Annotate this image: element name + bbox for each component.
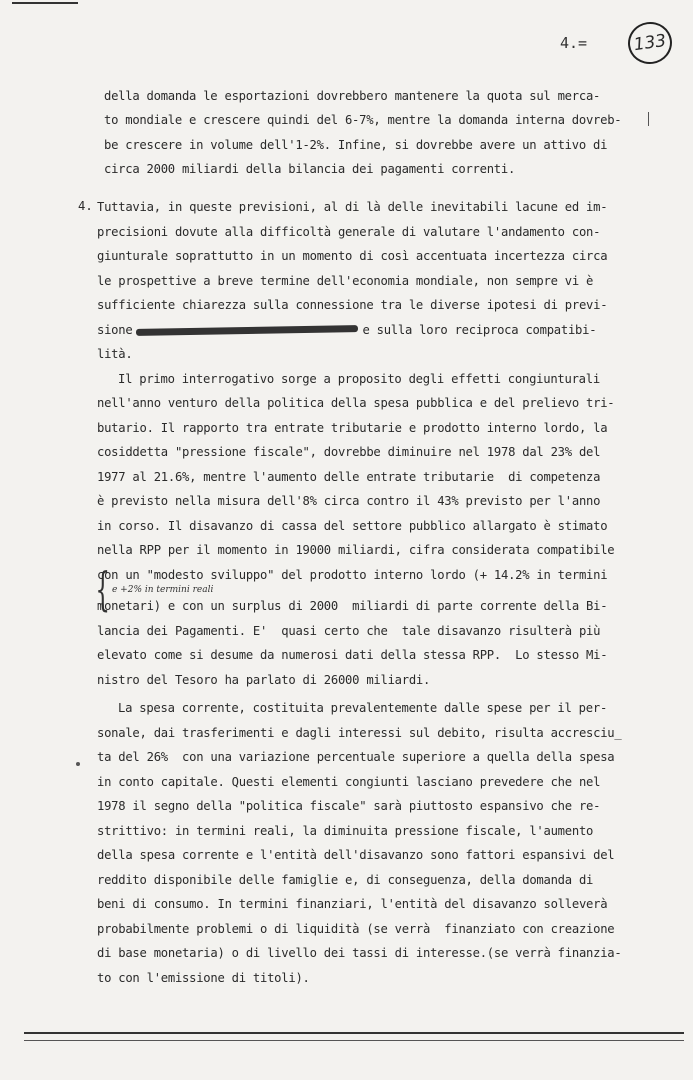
text-line: 1977 al 21.6%, mentre l'aumento delle entrate tributarie di competenza (97, 470, 601, 484)
text-line: nell'anno venturo della politica della spesa pubblica e del prelievo tri- (97, 396, 615, 410)
text-line: di base monetaria) o di livello dei tassi di interesse.(se verrà finanzia- (97, 946, 622, 960)
text-line: lità. (97, 347, 133, 361)
handwritten-note: e +2% in termini reali (112, 585, 214, 595)
strikethrough (136, 325, 358, 336)
text-line: strittivo: in termini reali, la diminuita pressione fiscale, l'aumento (97, 824, 594, 838)
bottom-rule (24, 1032, 684, 1034)
text-line: precisioni dovute alla difficoltà generale di valutare l'andamento con- (97, 225, 601, 239)
text-line: cosiddetta "pressione fiscale", dovrebbe diminuire nel 1978 dal 23% del (97, 445, 601, 459)
text-line: sonale, dai trasferimenti e dagli interessi sul debito, risulta accresciu_ (97, 726, 622, 740)
text-line: La spesa corrente, costituita prevalentemente dalle spese per il per- (118, 701, 608, 715)
text-line: 1978 il segno della "politica fiscale" sarà piuttosto espansivo che re- (97, 799, 601, 813)
text-line: nella RPP per il momento in 19000 miliardi, cifra considerata compatibile (97, 543, 615, 557)
section-number: 4. (78, 199, 93, 213)
text-line: giunturale soprattutto in un momento di così accentuata incertezza circa (97, 249, 608, 263)
text-line: è previsto nella misura dell'8% circa contro il 43% previsto per l'anno (97, 494, 601, 508)
text-line: le prospettive a breve termine dell'economia mondiale, non sempre vi è (97, 274, 594, 288)
bottom-rule-thin (24, 1040, 684, 1041)
archive-stamp: 133 (625, 19, 674, 67)
text-line: reddito disponibile delle famiglie e, di conseguenza, della domanda di (97, 873, 594, 887)
margin-mark (648, 112, 649, 126)
text-line: nistro del Tesoro ha parlato di 26000 miliardi. (97, 673, 431, 687)
text-line: probabilmente problemi o di liquidità (se verrà finanziato con creazione (97, 922, 615, 936)
text-line: della spesa corrente e l'entità dell'disavanzo sono fattori espansivi del (97, 848, 615, 862)
text-line: to mondiale e crescere quindi del 6-7%, mentre la domanda interna dovreb- (104, 113, 622, 127)
text-line (97, 322, 596, 338)
text-line: sufficiente chiarezza sulla connessione tra le diverse ipotesi di previ- (97, 298, 608, 312)
text-line: to con l'emissione di titoli). (97, 971, 310, 985)
margin-brace: { (95, 562, 110, 616)
text-line: monetari) e con un surplus di 2000 miliardi di parte corrente della Bi- (97, 599, 608, 613)
top-rule (12, 2, 78, 4)
text-line: con un "modesto sviluppo" del prodotto interno lordo (+ 14.2% in termini (97, 568, 608, 582)
line-word: sione (97, 323, 133, 337)
text-line: butario. Il rapporto tra entrate tributarie e prodotto interno lordo, la (97, 421, 608, 435)
text-line: beni di consumo. In termini finanziari, l'entità del disavanzo solleverà (97, 897, 608, 911)
text-line: elevato come si desume da numerosi dati della stessa RPP. Lo stesso Mi- (97, 648, 608, 662)
text-line: della domanda le esportazioni dovrebbero mantenere la quota sul merca- (104, 89, 601, 103)
line-rest: e sulla loro reciproca compatibi- (362, 323, 597, 337)
text-line: in conto capitale. Questi elementi congiunti lasciano prevedere che nel (97, 775, 601, 789)
text-line: lancia dei Pagamenti. E' quasi certo che tale disavanzo risulterà più (97, 624, 601, 638)
text-line: circa 2000 miliardi della bilancia dei pagamenti correnti. (104, 162, 516, 176)
text-line: be crescere in volume dell'1-2%. Infine, si dovrebbe avere un attivo di (104, 138, 608, 152)
text-line: in corso. Il disavanzo di cassa del settore pubblico allargato è stimato (97, 519, 608, 533)
text-line: Tuttavia, in queste previsioni, al di là delle inevitabili lacune ed im- (97, 200, 608, 214)
page-number: 4.= (560, 34, 588, 52)
margin-dot (76, 762, 80, 766)
text-line: Il primo interrogativo sorge a proposito degli effetti congiunturali (118, 372, 600, 386)
text-line: ta del 26% con una variazione percentuale superiore a quella della spesa (97, 750, 615, 764)
